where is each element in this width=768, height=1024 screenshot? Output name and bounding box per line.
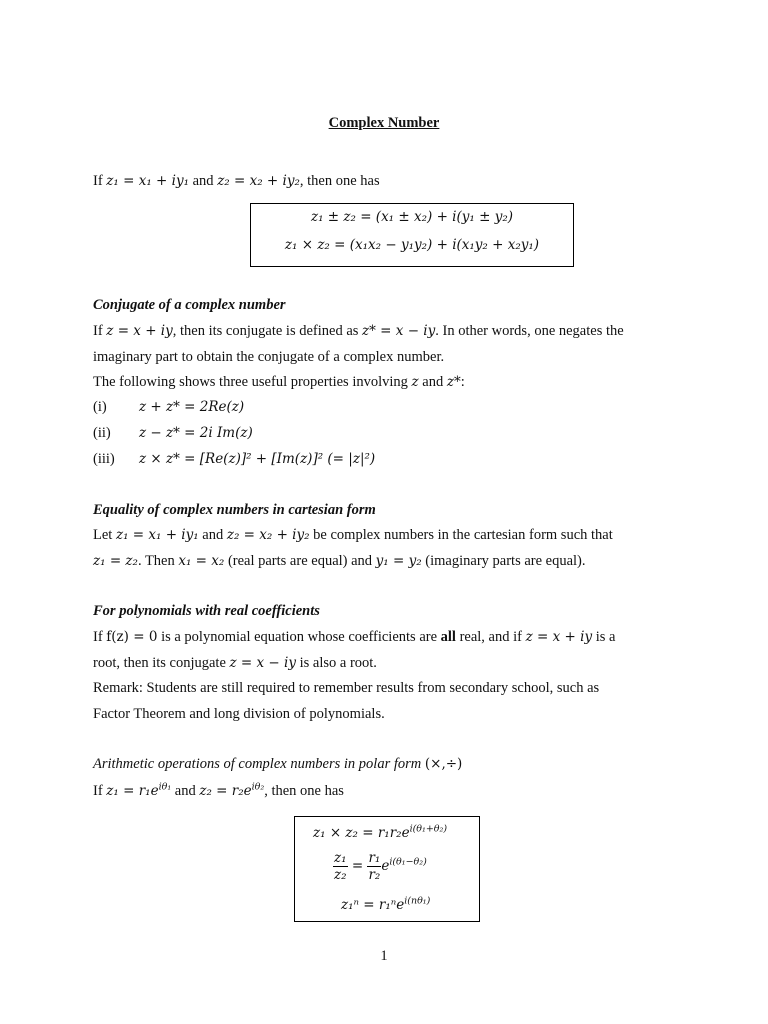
- z1-polar-exponent: iθ₁: [158, 781, 172, 793]
- fraction-z1-over-z2: [333, 850, 348, 883]
- z1-polar-base: z₁ = r₁e: [106, 783, 159, 799]
- symbol-zstar: z*: [446, 374, 461, 390]
- polar-heading-ops: (×,÷): [424, 756, 463, 772]
- conjugate-para-line1: [93, 323, 624, 340]
- polar-power-formula: [341, 897, 430, 913]
- text-let: Let: [93, 527, 113, 543]
- polar-quotient-formula: [333, 850, 427, 883]
- z2-polar-exponent: iθ₂: [251, 781, 265, 793]
- text-if: If: [93, 629, 103, 645]
- polar-intro-line: [93, 783, 344, 800]
- equality-para-line1: [93, 527, 613, 544]
- formula-z2: z₂ = x₂ + iy₂: [226, 527, 310, 543]
- cartesian-formula-box: [250, 203, 574, 267]
- formula-y1-eq-y2: y₁ = y₂: [375, 553, 422, 569]
- text-and: and: [202, 527, 224, 543]
- fraction-numerator: r₁: [368, 850, 381, 866]
- intro-z1: z₁ = x₁ + iy₁: [106, 173, 189, 189]
- text-real-parts: (real parts are equal) and: [227, 553, 373, 569]
- formula-zstar: z* = x − iy: [362, 323, 436, 339]
- polynomials-para-line2: [93, 655, 377, 672]
- property-formula: z − z* = 2i Im(z): [139, 425, 253, 441]
- text-root-then: root, then its conjugate: [93, 655, 226, 671]
- polar-power-exponent: i(nθ₁): [404, 895, 431, 907]
- property-label: (ii): [93, 425, 111, 441]
- property-item: [93, 399, 107, 416]
- text-also-root: is also a root.: [299, 655, 377, 671]
- text-if: If: [93, 323, 103, 339]
- formula-z1: z₁ = x₁ + iy₁: [115, 527, 199, 543]
- text-conjugate-defined: , then its conjugate is defined as: [172, 323, 359, 339]
- formula-fz: f(z) = 0: [106, 629, 158, 645]
- text-real-and-if: real, and if: [459, 629, 522, 645]
- polar-heading-text: Arithmetic operations of complex numbers in polar form: [93, 756, 422, 772]
- equals-sign: =: [351, 858, 364, 874]
- text-imag-parts: (imaginary parts are equal).: [425, 553, 586, 569]
- fraction-r1-over-r2: [367, 850, 381, 883]
- equality-para-line2: [93, 553, 586, 570]
- equality-heading: Equality of complex numbers in cartesian form: [93, 502, 376, 518]
- text-and: and: [174, 783, 196, 799]
- intro-if: If: [93, 173, 103, 189]
- intro-line: [93, 173, 380, 190]
- polar-product-exponent: i(θ₁+θ₂): [409, 823, 448, 835]
- text-be-complex: be complex numbers in the cartesian form such that: [313, 527, 613, 543]
- text-polynomial-equation: is a polynomial equation whose coefficients are: [161, 629, 438, 645]
- page-number: 1: [380, 948, 388, 964]
- symbol-z: z: [411, 374, 419, 390]
- intro-then: , then one has: [299, 173, 380, 189]
- formula-x1-eq-x2: x₁ = x₂: [178, 553, 225, 569]
- property-item: [93, 425, 111, 442]
- formula-z1-eq-z2: z₁ = z₂: [93, 553, 138, 569]
- polar-power-base: z₁ⁿ = r₁ⁿe: [341, 897, 405, 913]
- text-then: . Then: [137, 553, 175, 569]
- z2-polar-base: z₂ = r₂e: [199, 783, 252, 799]
- text-in-other-words: . In other words, one negates the: [435, 323, 624, 339]
- text-colon: :: [460, 374, 465, 390]
- property-formula: z × z* = [Re(z)]² + [Im(z)]² (= |z|²): [139, 451, 376, 467]
- polynomials-para-line1: [93, 629, 615, 646]
- conjugate-para-line3: [93, 374, 465, 391]
- text-and: and: [422, 374, 444, 390]
- property-label: (i): [93, 399, 107, 415]
- polynomials-remark-line1: Remark: Students are still required to remember results from secondary school, such as: [93, 680, 600, 696]
- fraction-denominator: r₂: [368, 867, 381, 883]
- formula-z1-polar: [106, 783, 171, 799]
- text-is-a: is a: [595, 629, 616, 645]
- property-formula: z + z* = 2Re(z): [139, 399, 245, 415]
- cartesian-sum-formula: z₁ ± z₂ = (x₁ ± x₂) + i(y₁ ± y₂): [310, 209, 514, 225]
- polar-product-formula: [313, 825, 447, 841]
- property-item: [93, 451, 115, 468]
- conjugate-para-line2: imaginary part to obtain the conjugate of a complex number.: [93, 349, 445, 365]
- polynomials-remark-line2: Factor Theorem and long division of polynomials.: [93, 706, 385, 722]
- conjugate-heading: Conjugate of a complex number: [93, 297, 286, 313]
- formula-conj: z = x − iy: [229, 655, 296, 671]
- intro-z2: z₂ = x₂ + iy₂: [217, 173, 300, 189]
- formula-z2-polar: [199, 783, 264, 799]
- fraction-denominator: z₂: [334, 867, 347, 883]
- property-label: (iii): [93, 451, 115, 467]
- page-title: Complex Number: [328, 115, 440, 131]
- polar-formula-box: [294, 816, 480, 922]
- formula-z: z = x + iy: [525, 629, 593, 645]
- polar-heading: [93, 756, 462, 773]
- text-if: If: [93, 783, 103, 799]
- fraction-numerator: z₁: [334, 850, 347, 866]
- polynomials-heading: For polynomials with real coefficients: [93, 603, 320, 619]
- formula-z: z = x + iy: [106, 323, 173, 339]
- polar-product-base: z₁ × z₂ = r₁r₂e: [313, 825, 410, 841]
- polar-quotient-exponent: i(θ₁−θ₂): [389, 856, 427, 868]
- cartesian-product-formula: z₁ × z₂ = (x₁x₂ − y₁y₂) + i(x₁y₂ + x₂y₁): [284, 237, 540, 253]
- polar-quotient-e: e: [381, 858, 390, 874]
- text-then-one-has: , then one has: [264, 783, 344, 799]
- text-properties: The following shows three useful properties involving: [93, 374, 408, 390]
- intro-and: and: [192, 173, 214, 189]
- text-all: all: [440, 629, 456, 645]
